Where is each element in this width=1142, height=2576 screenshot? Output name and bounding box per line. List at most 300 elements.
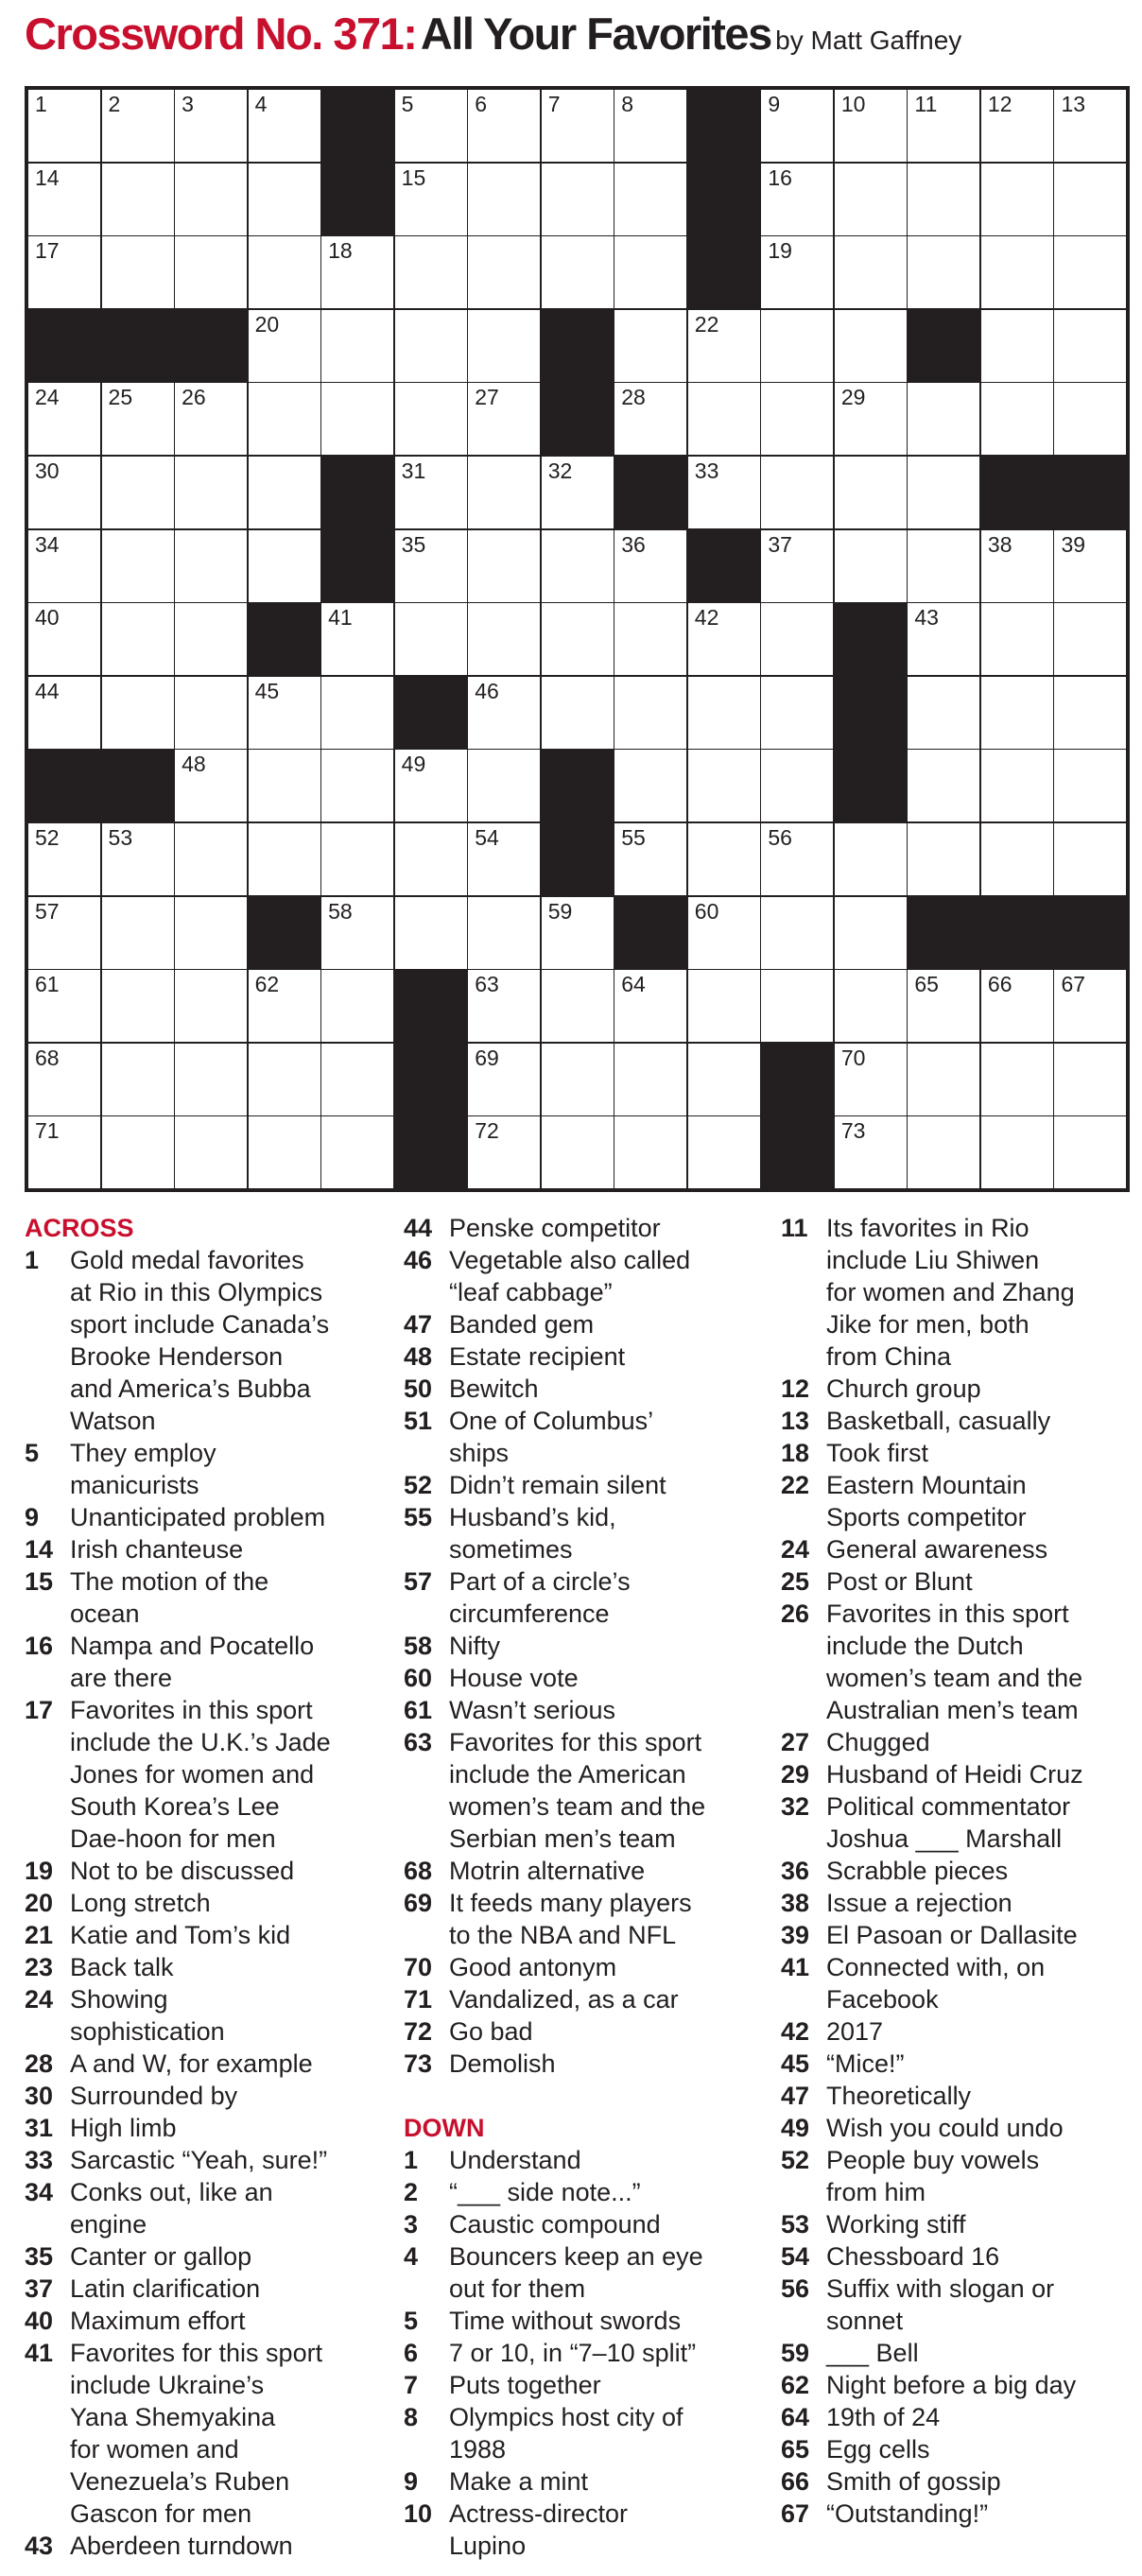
clue-line: for women and Zhang (826, 1278, 1075, 1306)
clue-text (449, 1951, 753, 1983)
grid-cell[interactable] (614, 382, 687, 456)
grid-cell[interactable] (541, 969, 614, 1043)
clue-text (449, 2401, 753, 2465)
grid-cell[interactable] (541, 896, 614, 970)
black-square (541, 309, 614, 383)
grid-cell[interactable] (101, 456, 175, 529)
cell-number: 73 (840, 1118, 866, 1144)
grid-cell[interactable] (760, 382, 834, 456)
clue-line: Sarcastic “Yeah, sure!” (70, 2146, 328, 2174)
grid-cell[interactable] (27, 822, 101, 896)
grid-cell[interactable] (1053, 749, 1127, 822)
clue-number: 43 (25, 2532, 54, 2560)
grid-cell[interactable] (467, 822, 541, 896)
clue-line: Australian men’s team (826, 1696, 1079, 1724)
grid-cell[interactable] (907, 749, 980, 822)
grid-cell[interactable] (614, 1043, 687, 1116)
clue-line: Puts together (449, 2371, 601, 2399)
grid-cell[interactable] (101, 382, 175, 456)
grid-cell[interactable] (174, 676, 248, 750)
clue-line: women’s team and the (449, 1792, 706, 1821)
grid-cell[interactable] (467, 1115, 541, 1189)
clue-number: 23 (25, 1953, 54, 1981)
cell-number: 38 (987, 531, 1012, 557)
clue-item (404, 1469, 753, 1501)
grid-cell[interactable] (101, 822, 175, 896)
cell-number: 43 (914, 605, 939, 631)
clue-number: 9 (404, 2467, 419, 2496)
grid-cell[interactable] (174, 602, 248, 676)
grid-cell[interactable] (614, 235, 687, 309)
grid-cell[interactable] (980, 822, 1054, 896)
clue-line: South Korea’s Lee (70, 1792, 280, 1821)
grid-cell[interactable] (980, 602, 1054, 676)
grid-cell[interactable] (687, 896, 761, 970)
grid-cell[interactable] (760, 822, 834, 896)
grid-cell[interactable] (1053, 822, 1127, 896)
clue-text (826, 2240, 1131, 2273)
grid-cell[interactable] (760, 456, 834, 529)
clue-line: Understand (449, 2146, 581, 2174)
cell-number: 69 (475, 1045, 499, 1070)
grid-cell[interactable] (320, 896, 394, 970)
grid-cell[interactable] (101, 969, 175, 1043)
grid-cell[interactable] (27, 163, 101, 236)
grid-cell[interactable] (614, 749, 687, 822)
grid-cell[interactable] (248, 969, 321, 1043)
grid-cell[interactable] (174, 456, 248, 529)
grid-cell[interactable] (394, 89, 468, 163)
grid-cell[interactable] (101, 1115, 175, 1189)
grid-cell[interactable] (980, 309, 1054, 383)
grid-cell[interactable] (614, 822, 687, 896)
grid-cell[interactable] (760, 235, 834, 309)
grid-cell[interactable] (467, 89, 541, 163)
grid-cell[interactable] (101, 602, 175, 676)
grid-cell[interactable] (394, 456, 468, 529)
grid-cell[interactable] (248, 309, 321, 383)
grid-cell[interactable] (687, 1043, 761, 1116)
grid-cell[interactable] (1053, 1115, 1127, 1189)
grid-cell[interactable] (834, 896, 908, 970)
grid-cell[interactable] (27, 676, 101, 750)
grid-cell[interactable] (1053, 602, 1127, 676)
clue-text (826, 1437, 1131, 1469)
clue-line: “leaf cabbage” (449, 1278, 613, 1306)
clue-item (404, 2240, 753, 2305)
grid-cell[interactable] (27, 896, 101, 970)
grid-cell[interactable] (467, 309, 541, 383)
grid-cell[interactable] (320, 969, 394, 1043)
cell-number: 29 (840, 385, 866, 410)
grid-cell[interactable] (614, 602, 687, 676)
grid-cell[interactable] (248, 89, 321, 163)
cell-number: 27 (475, 385, 499, 410)
cell-number: 13 (1061, 92, 1086, 116)
clue-text (826, 2433, 1131, 2465)
grid-cell[interactable] (248, 163, 321, 236)
clue-text (70, 2240, 401, 2273)
grid-cell[interactable] (687, 969, 761, 1043)
clue-item (25, 2305, 401, 2337)
clue-line: Vegetable also called (449, 1246, 691, 1274)
grid-cell[interactable] (1053, 969, 1127, 1043)
clue-number: 7 (404, 2371, 419, 2399)
grid-cell[interactable] (907, 382, 980, 456)
grid-cell[interactable] (614, 1115, 687, 1189)
grid-cell[interactable] (248, 822, 321, 896)
clue-text (826, 1887, 1131, 1919)
grid-cell[interactable] (394, 382, 468, 456)
clue-line: Vandalized, as a car (449, 1985, 679, 2014)
grid-cell[interactable] (27, 235, 101, 309)
clue-number: 5 (25, 1439, 40, 1467)
grid-cell[interactable] (320, 235, 394, 309)
cell-number: 17 (35, 238, 60, 264)
grid-cell[interactable] (174, 1115, 248, 1189)
grid-cell[interactable] (320, 602, 394, 676)
clue-line: Katie and Tom’s kid (70, 1921, 291, 1949)
grid-cell[interactable] (907, 235, 980, 309)
grid-cell[interactable] (834, 382, 908, 456)
grid-cell[interactable] (467, 456, 541, 529)
grid-cell[interactable] (541, 1043, 614, 1116)
grid-cell[interactable] (320, 1043, 394, 1116)
grid-cell[interactable] (760, 969, 834, 1043)
clue-text (826, 1855, 1131, 1887)
cell-number: 55 (621, 825, 646, 850)
clue-item (404, 2176, 753, 2208)
grid-cell[interactable] (687, 822, 761, 896)
grid-cell[interactable] (907, 1043, 980, 1116)
grid-cell[interactable] (27, 602, 101, 676)
grid-cell[interactable] (27, 1115, 101, 1189)
grid-cell[interactable] (1053, 529, 1127, 603)
clue-number: 39 (781, 1921, 810, 1949)
grid-cell[interactable] (27, 1043, 101, 1116)
clue-line: include Ukraine’s (70, 2371, 265, 2399)
cell-number: 40 (35, 605, 60, 631)
grid-cell[interactable] (687, 749, 761, 822)
grid-cell[interactable] (174, 969, 248, 1043)
cell-number: 20 (254, 311, 280, 337)
grid-cell[interactable] (687, 309, 761, 383)
grid-cell[interactable] (541, 456, 614, 529)
grid-cell[interactable] (980, 1115, 1054, 1189)
grid-cell[interactable] (834, 822, 908, 896)
grid-cell[interactable] (174, 1043, 248, 1116)
grid-cell[interactable] (541, 529, 614, 603)
grid-cell[interactable] (27, 382, 101, 456)
clue-item (781, 1533, 1131, 1565)
clue-number: 35 (25, 2242, 54, 2271)
clue-line: Chessboard 16 (826, 2242, 1000, 2271)
grid-cell[interactable] (687, 456, 761, 529)
cell-number: 39 (1061, 531, 1086, 557)
clue-text (826, 2208, 1131, 2240)
grid-cell[interactable] (980, 969, 1054, 1043)
clue-number: 6 (404, 2339, 419, 2367)
grid-cell[interactable] (907, 676, 980, 750)
grid-cell[interactable] (980, 163, 1054, 236)
grid-cell[interactable] (467, 1043, 541, 1116)
crossword-grid (25, 86, 1130, 1192)
clue-item (781, 2433, 1131, 2465)
clue-line: House vote (449, 1664, 579, 1692)
clue-line: “Outstanding!” (826, 2499, 989, 2528)
grid-cell[interactable] (614, 529, 687, 603)
clue-number: 60 (404, 1664, 433, 1692)
grid-cell[interactable] (614, 969, 687, 1043)
grid-cell[interactable] (101, 1043, 175, 1116)
grid-cell[interactable] (467, 163, 541, 236)
clue-text (826, 1469, 1131, 1533)
grid-cell[interactable] (467, 896, 541, 970)
grid-cell[interactable] (394, 822, 468, 896)
grid-cell[interactable] (27, 529, 101, 603)
grid-cell[interactable] (174, 382, 248, 456)
grid-cell[interactable] (614, 163, 687, 236)
clue-line: and America’s Bubba (70, 1374, 311, 1403)
cell-number: 56 (768, 825, 792, 850)
grid-cell[interactable] (687, 382, 761, 456)
cell-number: 7 (547, 92, 561, 116)
grid-cell[interactable] (248, 1115, 321, 1189)
grid-cell[interactable] (760, 676, 834, 750)
grid-cell[interactable] (541, 602, 614, 676)
grid-cell[interactable] (614, 309, 687, 383)
grid-cell[interactable] (394, 749, 468, 822)
clue-line: Penske competitor (449, 1214, 661, 1242)
grid-cell[interactable] (320, 309, 394, 383)
grid-cell[interactable] (248, 1043, 321, 1116)
clue-number: 69 (404, 1889, 433, 1917)
grid-cell[interactable] (1053, 235, 1127, 309)
grid-cell[interactable] (760, 896, 834, 970)
grid-cell[interactable] (320, 1115, 394, 1189)
grid-cell[interactable] (907, 969, 980, 1043)
grid-cell[interactable] (101, 529, 175, 603)
grid-cell[interactable] (467, 749, 541, 822)
grid-cell[interactable] (834, 89, 908, 163)
grid-cell[interactable] (1053, 89, 1127, 163)
grid-cell[interactable] (394, 163, 468, 236)
grid-cell[interactable] (980, 1043, 1054, 1116)
grid-cell[interactable] (614, 676, 687, 750)
grid-cell[interactable] (760, 602, 834, 676)
grid-cell[interactable] (1053, 1043, 1127, 1116)
grid-cell[interactable] (834, 235, 908, 309)
grid-cell[interactable] (101, 163, 175, 236)
grid-cell[interactable] (467, 529, 541, 603)
clue-item (781, 2337, 1131, 2369)
grid-cell[interactable] (687, 1115, 761, 1189)
grid-cell[interactable] (248, 676, 321, 750)
grid-cell[interactable] (394, 235, 468, 309)
grid-cell[interactable] (834, 456, 908, 529)
grid-cell[interactable] (834, 1115, 908, 1189)
grid-cell[interactable] (541, 676, 614, 750)
clue-number: 41 (781, 1953, 810, 1981)
grid-cell[interactable] (467, 235, 541, 309)
clue-line: “Mice!” (826, 2049, 905, 2078)
grid-cell[interactable] (394, 896, 468, 970)
clue-line: Favorites for this sport (70, 2339, 323, 2367)
grid-cell[interactable] (907, 163, 980, 236)
grid-cell[interactable] (248, 382, 321, 456)
grid-cell[interactable] (248, 529, 321, 603)
cell-number: 70 (840, 1045, 866, 1070)
clue-item (404, 1308, 753, 1340)
clue-number: 71 (404, 1985, 433, 2014)
clue-number: 45 (781, 2049, 810, 2078)
grid-cell[interactable] (174, 822, 248, 896)
clue-number: 16 (25, 1632, 54, 1660)
grid-cell[interactable] (174, 529, 248, 603)
clue-line: 2017 (826, 2017, 884, 2046)
clue-line: Post or Blunt (826, 1567, 973, 1596)
clue-number: 41 (25, 2339, 54, 2367)
clue-number: 52 (781, 2146, 810, 2174)
clue-number: 24 (25, 1985, 54, 2014)
grid-cell[interactable] (834, 1043, 908, 1116)
clue-item (404, 1501, 753, 1565)
clue-item (404, 1630, 753, 1662)
clue-item (781, 2401, 1131, 2433)
grid-cell[interactable] (467, 382, 541, 456)
clue-text (826, 2112, 1131, 2144)
grid-cell[interactable] (834, 969, 908, 1043)
clue-line: Sports competitor (826, 1503, 1027, 1531)
grid-cell[interactable] (760, 529, 834, 603)
grid-cell[interactable] (394, 602, 468, 676)
grid-cell[interactable] (27, 89, 101, 163)
cell-number: 65 (914, 972, 939, 997)
grid-cell[interactable] (760, 163, 834, 236)
grid-cell[interactable] (174, 749, 248, 822)
clue-text (70, 1244, 401, 1437)
black-square (541, 382, 614, 456)
grid-cell[interactable] (980, 89, 1054, 163)
grid-cell[interactable] (320, 822, 394, 896)
grid-cell[interactable] (760, 89, 834, 163)
clue-number: 50 (404, 1374, 433, 1403)
grid-cell[interactable] (980, 235, 1054, 309)
grid-cell[interactable] (248, 235, 321, 309)
grid-cell[interactable] (907, 89, 980, 163)
grid-cell[interactable] (101, 896, 175, 970)
grid-cell[interactable] (541, 89, 614, 163)
grid-cell[interactable] (907, 602, 980, 676)
clue-line: Favorites in this sport (826, 1599, 1069, 1628)
grid-cell[interactable] (760, 309, 834, 383)
black-square (394, 1043, 468, 1116)
clue-item (781, 1212, 1131, 1373)
clue-item (404, 1340, 753, 1373)
clue-number: 22 (781, 1471, 810, 1499)
cell-number: 25 (108, 385, 133, 410)
black-square (320, 163, 394, 236)
grid-cell[interactable] (980, 529, 1054, 603)
clue-item (25, 1437, 401, 1501)
clue-number: 62 (781, 2371, 810, 2399)
clue-line: women’s team and the (826, 1664, 1083, 1692)
grid-cell[interactable] (687, 676, 761, 750)
clue-number: 18 (781, 1439, 810, 1467)
grid-cell[interactable] (1053, 676, 1127, 750)
grid-cell[interactable] (907, 822, 980, 896)
grid-cell[interactable] (907, 456, 980, 529)
grid-cell[interactable] (320, 382, 394, 456)
clue-item (404, 2048, 753, 2080)
grid-cell[interactable] (907, 529, 980, 603)
grid-cell[interactable] (834, 529, 908, 603)
clue-number: 47 (781, 2082, 810, 2110)
grid-cell[interactable] (760, 749, 834, 822)
cell-number: 16 (768, 164, 792, 190)
cell-number: 10 (840, 92, 866, 116)
grid-cell[interactable] (687, 602, 761, 676)
grid-cell[interactable] (980, 382, 1054, 456)
clue-line: 7 or 10, in “7–10 split” (449, 2339, 697, 2367)
clue-column-3 (781, 1212, 1131, 2530)
clue-number: 44 (404, 1214, 433, 1242)
grid-cell[interactable] (174, 235, 248, 309)
grid-cell[interactable] (174, 896, 248, 970)
grid-cell[interactable] (1053, 382, 1127, 456)
grid-cell[interactable] (320, 676, 394, 750)
clue-text (826, 2465, 1131, 2498)
grid-cell[interactable] (101, 235, 175, 309)
grid-cell[interactable] (980, 749, 1054, 822)
clue-number: 38 (781, 1889, 810, 1917)
grid-cell[interactable] (907, 1115, 980, 1189)
black-square (980, 896, 1054, 970)
clue-number: 13 (781, 1407, 810, 1435)
grid-cell[interactable] (248, 749, 321, 822)
grid-cell[interactable] (101, 676, 175, 750)
grid-cell[interactable] (467, 602, 541, 676)
grid-cell[interactable] (320, 749, 394, 822)
clue-number: 10 (404, 2499, 433, 2528)
cell-number: 72 (475, 1118, 499, 1144)
grid-cell[interactable] (980, 676, 1054, 750)
grid-cell[interactable] (541, 1115, 614, 1189)
clue-line: Husband of Heidi Cruz (826, 1760, 1083, 1789)
clue-line: Lupino (449, 2532, 527, 2560)
grid-cell[interactable] (248, 456, 321, 529)
grid-cell[interactable] (541, 235, 614, 309)
grid-cell[interactable] (834, 163, 908, 236)
grid-cell[interactable] (1053, 163, 1127, 236)
clue-line: Night before a big day (826, 2371, 1077, 2399)
grid-cell[interactable] (394, 529, 468, 603)
grid-cell[interactable] (174, 163, 248, 236)
grid-cell[interactable] (467, 676, 541, 750)
grid-cell[interactable] (614, 89, 687, 163)
grid-cell[interactable] (541, 163, 614, 236)
grid-cell[interactable] (101, 89, 175, 163)
grid-cell[interactable] (834, 309, 908, 383)
grid-cell[interactable] (27, 969, 101, 1043)
grid-cell[interactable] (1053, 309, 1127, 383)
grid-cell[interactable] (27, 456, 101, 529)
clue-number: 48 (404, 1342, 433, 1371)
clue-number: 67 (781, 2499, 810, 2528)
grid-cell[interactable] (174, 89, 248, 163)
grid-cell[interactable] (394, 309, 468, 383)
grid-cell[interactable] (467, 969, 541, 1043)
